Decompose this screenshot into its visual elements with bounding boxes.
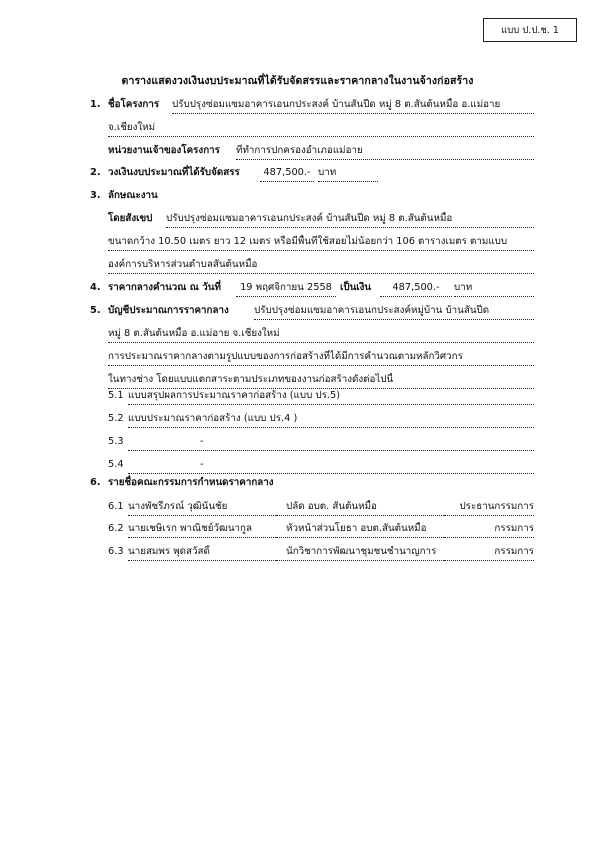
sub-5-3-text: - <box>128 435 534 451</box>
member-3-position: นักวิชาการพัฒนาชุมชนชำนาญการ <box>276 545 444 561</box>
budget-value: 487,500.- <box>260 166 314 182</box>
section-1-number: 1. <box>90 99 101 110</box>
project-name-value-line2: จ.เชียงใหม่ <box>108 121 534 137</box>
project-name-label: ชื่อโครงการ <box>108 99 160 110</box>
member-2-role: กรรมการ <box>444 522 534 538</box>
price-date-label: ราคากลางคำนวณ ณ วันที่ <box>108 282 221 293</box>
estimate-line-1: ปรับปรุงซ่อมแซมอาคารเอนกประสงค์หมู่บ้าน บ้านสันปีด <box>254 304 534 320</box>
price-date-value: 19 พฤศจิกายน 2558 <box>236 281 336 297</box>
document-title: ตารางแสดงวงเงินงบประมาณที่ได้รับจัดสรรและราคากลางในงานจ้างก่อสร้าง <box>121 75 474 87</box>
member-3-role: กรรมการ <box>444 545 534 561</box>
estimate-line-3: การประมาณราคากลางตามรูปแบบของการก่อสร้างที่ได้มีการคำนวณตามหลักวิศวกร <box>108 350 534 366</box>
member-1-number: 6.1 <box>108 501 124 512</box>
section-2-number: 2. <box>90 167 101 178</box>
section-5-number: 5. <box>90 305 101 316</box>
section-6-number: 6. <box>90 477 101 488</box>
form-code-box <box>483 18 577 42</box>
work-summary-label: โดยสังเขป <box>108 213 153 224</box>
member-2-position: หัวหน้าส่วนโยธา อบต.สันต้นหมื้อ <box>276 522 444 538</box>
member-3-name: นายสมพร พุดสวัสดิ์ <box>128 545 276 561</box>
form-code: แบบ ป.ป.ช. 1 <box>501 24 559 36</box>
sub-5-4-number: 5.4 <box>108 459 124 470</box>
estimate-line-4: ในทางช่าง โดยแบบแตกสาระตามประเภทของงานก่อสร้างดังต่อไปนี้ <box>108 373 534 389</box>
member-3-number: 6.3 <box>108 546 124 557</box>
sub-5-1-number: 5.1 <box>108 390 124 401</box>
section-3-number: 3. <box>90 190 101 201</box>
committee-label: รายชื่อคณะกรรมการกำหนดราคากลาง <box>108 477 274 488</box>
member-1-position: ปลัด อบต. สันต้นหมื้อ <box>276 500 444 516</box>
member-2-name: นายเชษิเรก พาณิชย์วัฒนากูล <box>128 522 276 538</box>
sub-5-4-text: - <box>128 458 534 474</box>
work-description-label: ลักษณะงาน <box>108 190 158 201</box>
section-4-number: 4. <box>90 282 101 293</box>
sub-5-1-text: แบบสรุปผลการประมาณราคาก่อสร้าง (แบบ ปร.5) <box>128 389 534 405</box>
owner-label: หน่วยงานเจ้าของโครงการ <box>108 145 220 156</box>
sub-5-2-text: แบบประมาณราคาก่อสร้าง (แบบ ปร.4 ) <box>128 412 534 428</box>
member-2-number: 6.2 <box>108 523 124 534</box>
budget-label: วงเงินงบประมาณที่ได้รับจัดสรร <box>108 167 240 178</box>
work-line-1: ปรับปรุงซ่อมแซมอาคารเอนกประสงค์ บ้านสันปีด หมู่ 8 ต.สันต้นหมื้อ <box>166 212 534 228</box>
sub-5-3-number: 5.3 <box>108 436 124 447</box>
work-line-3: องค์การบริหารส่วนตำบลสันต้นหมื้อ <box>108 258 534 274</box>
price-amount-label: เป็นเงิน <box>340 282 372 293</box>
owner-value: ที่ทำการปกครองอำเภอแม่อาย <box>236 144 534 160</box>
work-line-2: ขนาดกว้าง 10.50 เมตร ยาว 12 เมตร หรือมีพื้นที่ใช้สอยไม่น้อยกว่า 106 ตารางเมตร ตามแบบ <box>108 235 534 251</box>
member-1-name: นางพัชรีภรณ์ วุฒินันชัย <box>128 500 276 516</box>
member-1-role: ประธานกรรมการ <box>444 500 534 516</box>
sub-5-2-number: 5.2 <box>108 413 124 424</box>
budget-unit: บาท <box>318 166 378 182</box>
price-amount-unit: บาท <box>454 281 534 297</box>
section-1-label <box>108 98 159 112</box>
estimate-line-2: หมู่ 8 ต.สันต้นหมื้อ อ.แม่อาย จ.เชียงใหม่ <box>108 327 534 343</box>
price-amount-value: 487,500.- <box>380 281 452 297</box>
project-name-value-line1: ปรับปรุงซ่อมแซมอาคารเอนกประสงค์ บ้านสันปีด หมู่ 8 ต.สันต้นหมื้อ อ.แม่อาย <box>172 98 534 114</box>
estimate-list-label: บัญชีประมาณการราคากลาง <box>108 305 229 316</box>
